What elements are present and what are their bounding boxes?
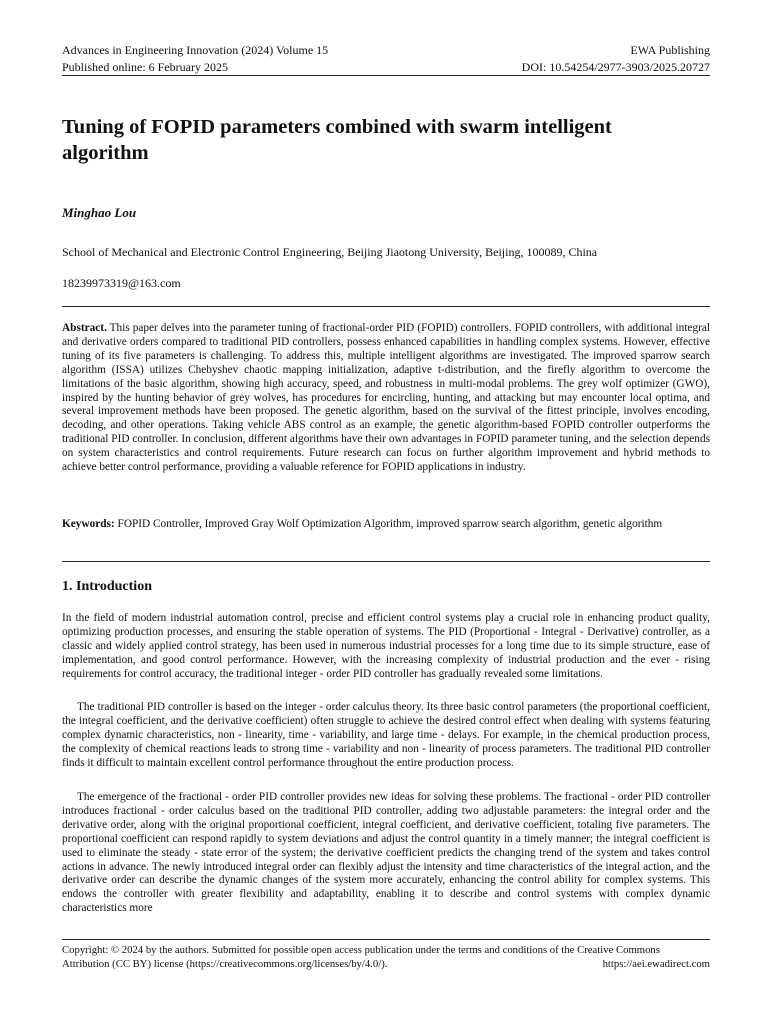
page-footer <box>62 943 710 971</box>
abstract-label: Abstract. <box>62 322 107 334</box>
doi: DOI: 10.54254/2977-3903/2025.20727 <box>521 60 710 74</box>
author-email: 18239973319@163.com <box>62 276 181 290</box>
section-heading: 1. Introduction <box>62 579 152 594</box>
publication-info <box>62 60 710 74</box>
body-paragraph: In the field of modern industrial automation control, precise and efficient control systems play a crucial role in enhancing product quality, optimizing production processes, and ensuring the stable operation of systems. The PID (Proportional - Integral - Derivative) controller, as a classic and widely applied control strategy, has been used in numerous industrial processes for a long time due to its simple structure, ease of implementation, and good control performance. However, with the increasing complexity of industrial production and the ever - rising requirements for control accuracy, the traditional integer - order PID controller has gradually revealed some limitations. <box>62 612 710 680</box>
abstract <box>62 322 710 475</box>
body-paragraph: The emergence of the fractional - order PID controller provides new ideas for solving these problems. The fractional - order PID controller introduces fractional - order calculus based on the traditional PID controller, adding two adjustable parameters: the integral order and the derivative order, along with the original proportional coefficient, integral coefficient, and derivative coefficient, totaling five parameters. The proportional coefficient can respond rapidly to system deviations and adjust the control quantity in a timely manner; the integral coefficient is used to eliminate the steady - state error of the system; the derivative coefficient predicts the changing trend of the system and takes control actions in advance. The newly introduced integral order can flexibly adjust the intensity and time characteristics of the integral action, and the derivative order can describe the dynamic changes of the system more accurately, enhancing the control ability for complex systems. This endows the controller with greater flexibility and adaptability, enabling it to describe and control systems with complex dynamic characteristics more <box>62 791 710 915</box>
journal-url[interactable]: https://aei.ewadirect.com <box>602 958 710 970</box>
keywords-label: Keywords: <box>62 518 115 530</box>
publisher-name: EWA Publishing <box>630 43 710 57</box>
published-date: Published online: 6 February 2025 <box>62 60 228 74</box>
running-header <box>62 43 710 57</box>
copyright-notice: Copyright: © 2024 by the authors. Submitted for possible open access publication under the terms and conditions of the Creative Commons <box>62 944 660 956</box>
abstract-top-divider <box>62 306 710 307</box>
keywords-text: FOPID Controller, Improved Gray Wolf Optimization Algorithm, improved sparrow search algorithm, genetic algorithm <box>117 518 663 530</box>
author-affiliation: School of Mechanical and Electronic Control Engineering, Beijing Jiaotong University, Beijing, 100089, China <box>62 245 598 259</box>
header-divider <box>62 75 710 76</box>
keywords <box>62 518 710 532</box>
paper-title: Tuning of FOPID parameters combined with swarm intelligent algorithm <box>62 116 612 164</box>
author-name: Minghao Lou <box>62 205 137 220</box>
body-paragraph: The traditional PID controller is based on the integer - order calculus theory. Its three basic control parameters (the proportional coefficient, the integral coefficient, and the derivative coefficient) often struggle to achieve the desired control effect when dealing with systems featuring complex dynamic characteristics, non - linearity, time - variability, and large time - delays. For example, in the chemical production process, the complexity of chemical reactions leads to strong time - variability and non - linearity of process parameters. The traditional PID controller finds it difficult to maintain excellent control performance throughout the entire production process. <box>62 701 710 769</box>
footer-divider <box>62 939 710 940</box>
journal-name: Advances in Engineering Innovation (2024) Volume 15 <box>62 43 329 57</box>
abstract-bottom-divider <box>62 561 710 562</box>
license-notice: Attribution (CC BY) license (https://creativecommons.org/licenses/by/4.0/). <box>62 958 388 970</box>
abstract-text: This paper delves into the parameter tuning of fractional-order PID (FOPID) controllers. FOPID controllers, with additional integral and derivative orders compared to traditional PID controllers, possess enhanced capabilities in handling complex systems. However, effective tuning of its five parameters is challenging. To address this, multiple intelligent algorithms are investigated. The improved sparrow search algorithm (ISSA) utilizes Chebyshev chaotic mapping initialization, adaptive t-distribution, and the firefly algorithm to overcome the limitations of the basic algorithm, showing high accuracy, speed, and robustness in multi-modal problems. The grey wolf optimizer (GWO), inspired by the hunting behavior of grey wolves, has procedures for encircling, hunting, and attacking but may encounter local optima, and several improvement methods have been proposed. The genetic algorithm, based on the survival of the fittest principle, involves encoding, decoding, and other operations. Taking vehicle ABS control as an example, the genetic algorithm-based FOPID controller outperforms the traditional PID controller. In conclusion, different algorithms have their own advantages in FOPID parameter tuning, and the selection depends on system characteristics and control requirements. Future research can focus on further algorithm improvement and hybrid methods to achieve better control performance, providing a valuable reference for FOPID applications in industry. <box>62 322 711 474</box>
